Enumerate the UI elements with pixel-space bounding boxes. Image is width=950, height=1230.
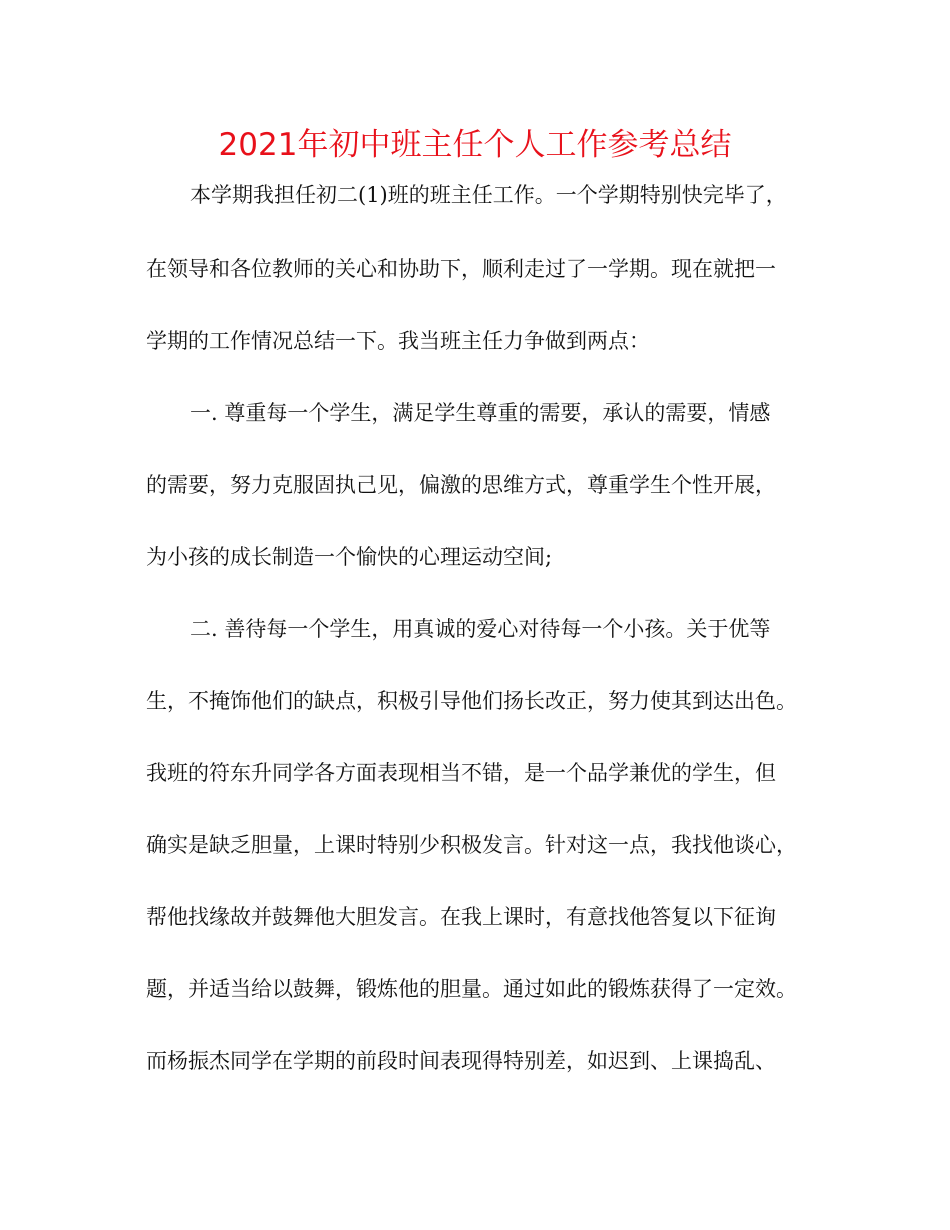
paragraph-line-11: 帮他找缘故并鼓舞他大胆发言。在我上课时，有意找他答复以下征询 bbox=[146, 905, 776, 929]
paragraph-line-12: 题，并适当给以鼓舞，锻炼他的胆量。通过如此的锻炼获得了一定效。 bbox=[146, 977, 797, 1001]
paragraph-line-6: 为小孩的成长制造一个愉快的心理运动空间; bbox=[146, 545, 553, 569]
paragraph-line-7: 二. 善待每一个学生，用真诚的爱心对待每一个小孩。关于优等 bbox=[190, 617, 771, 641]
paragraph-line-5: 的需要，努力克服固执己见，偏激的思维方式，尊重学生个性开展， bbox=[146, 473, 776, 497]
paragraph-line-2: 在领导和各位教师的关心和协助下，顺利走过了一学期。现在就把一 bbox=[146, 257, 776, 281]
paragraph-line-8: 生，不掩饰他们的缺点，积极引导他们扬长改正，努力使其到达出色。 bbox=[146, 689, 797, 713]
paragraph-line-4: 一. 尊重每一个学生，满足学生尊重的需要，承认的需要，情感 bbox=[190, 401, 771, 425]
paragraph-line-3: 学期的工作情况总结一下。我当班主任力争做到两点： bbox=[146, 329, 650, 353]
paragraph-line-10: 确实是缺乏胆量，上课时特别少积极发言。针对这一点，我找他谈心， bbox=[146, 833, 797, 857]
paragraph-line-1: 本学期我担任初二(1)班的班主任工作。一个学期特别快完毕了， bbox=[190, 183, 787, 207]
paragraph-line-9: 我班的符东升同学各方面表现相当不错，是一个品学兼优的学生，但 bbox=[146, 761, 776, 785]
document-title: 2021年初中班主任个人工作参考总结 bbox=[218, 127, 732, 163]
paragraph-line-13: 而杨振杰同学在学期的前段时间表现得特别差，如迟到、上课捣乱、 bbox=[146, 1049, 776, 1073]
